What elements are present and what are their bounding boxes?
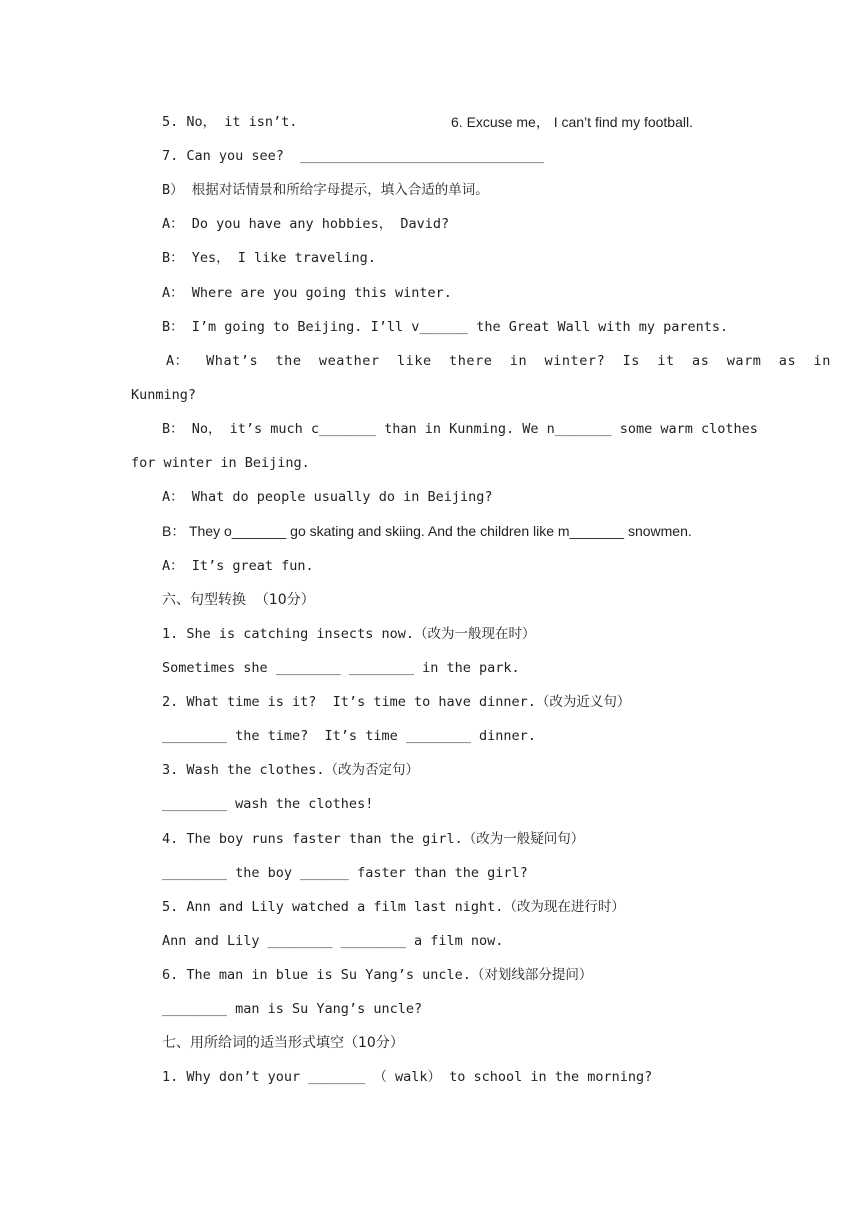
dialog-line-2: B： Yes， I like traveling. xyxy=(162,250,376,266)
dialog-line-9: A： It’s great fun. xyxy=(162,558,314,574)
transform-a1: Sometimes she ________ ________ in the park. xyxy=(162,660,520,676)
dialog-line-1: A： Do you have any hobbies， David? xyxy=(162,216,450,232)
transform-a5: Ann and Lily ________ ________ a film now. xyxy=(162,933,504,949)
dialog-line-7: A： What do people usually do in Beijing? xyxy=(162,489,493,505)
fill-q1: 1. Why don’t your _______ （ walk） to school in the morning? xyxy=(162,1069,653,1085)
dialog-line-6: B： No， it’s much c_______ than in Kunming. We n_______ some warm clothes xyxy=(162,421,758,437)
transform-a3: ________ wash the clothes! xyxy=(162,796,374,812)
transform-q1: 1. She is catching insects now.（改为一般现在时） xyxy=(162,626,536,642)
transform-q4: 4. The boy runs faster than the girl.（改为一般疑问句） xyxy=(162,831,585,847)
transform-a6: ________ man is Su Yang’s uncle? xyxy=(162,1001,423,1017)
transform-a2: ________ the time? It’s time ________ dinner. xyxy=(162,728,536,744)
section-7-heading: 七、用所给词的适当形式填空（10分） xyxy=(162,1035,404,1051)
dialog-line-5-cont: Kunming? xyxy=(131,387,197,403)
dialog-line-6-cont: for winter in Beijing. xyxy=(131,455,310,471)
transform-q6: 6. The man in blue is Su Yang’s uncle.（对划线部分提问） xyxy=(162,967,593,983)
section-6-heading: 六、句型转换 （10分） xyxy=(162,592,315,608)
line-answer-6: 6. Excuse me， I can’t find my football. xyxy=(451,114,693,130)
dialog-line-8: B： They o_______ go skating and skiing. And the children like m_______ snowmen. xyxy=(162,523,692,539)
transform-q5: 5. Ann and Lily watched a film last night.（改为现在进行时） xyxy=(162,899,625,915)
dialog-line-5: A： What’s the weather like there in winter? Is it as warm as in xyxy=(166,353,831,369)
dialog-line-4: B： I’m going to Beijing. I’ll v______ the Great Wall with my parents. xyxy=(162,319,729,335)
line-question-7: 7. Can you see? ______________________________ xyxy=(162,148,545,164)
dialog-line-3: A： Where are you going this winter. xyxy=(162,285,452,301)
transform-q2: 2. What time is it? It’s time to have dinner.（改为近义句） xyxy=(162,694,631,710)
transform-a4: ________ the boy ______ faster than the girl? xyxy=(162,865,528,881)
line-answer-5: 5. No， it isn’t. xyxy=(162,114,298,130)
transform-q3: 3. Wash the clothes.（改为否定句） xyxy=(162,762,420,778)
section-b-heading: B） 根据对话情景和所给字母提示，填入合适的单词。 xyxy=(162,182,489,198)
